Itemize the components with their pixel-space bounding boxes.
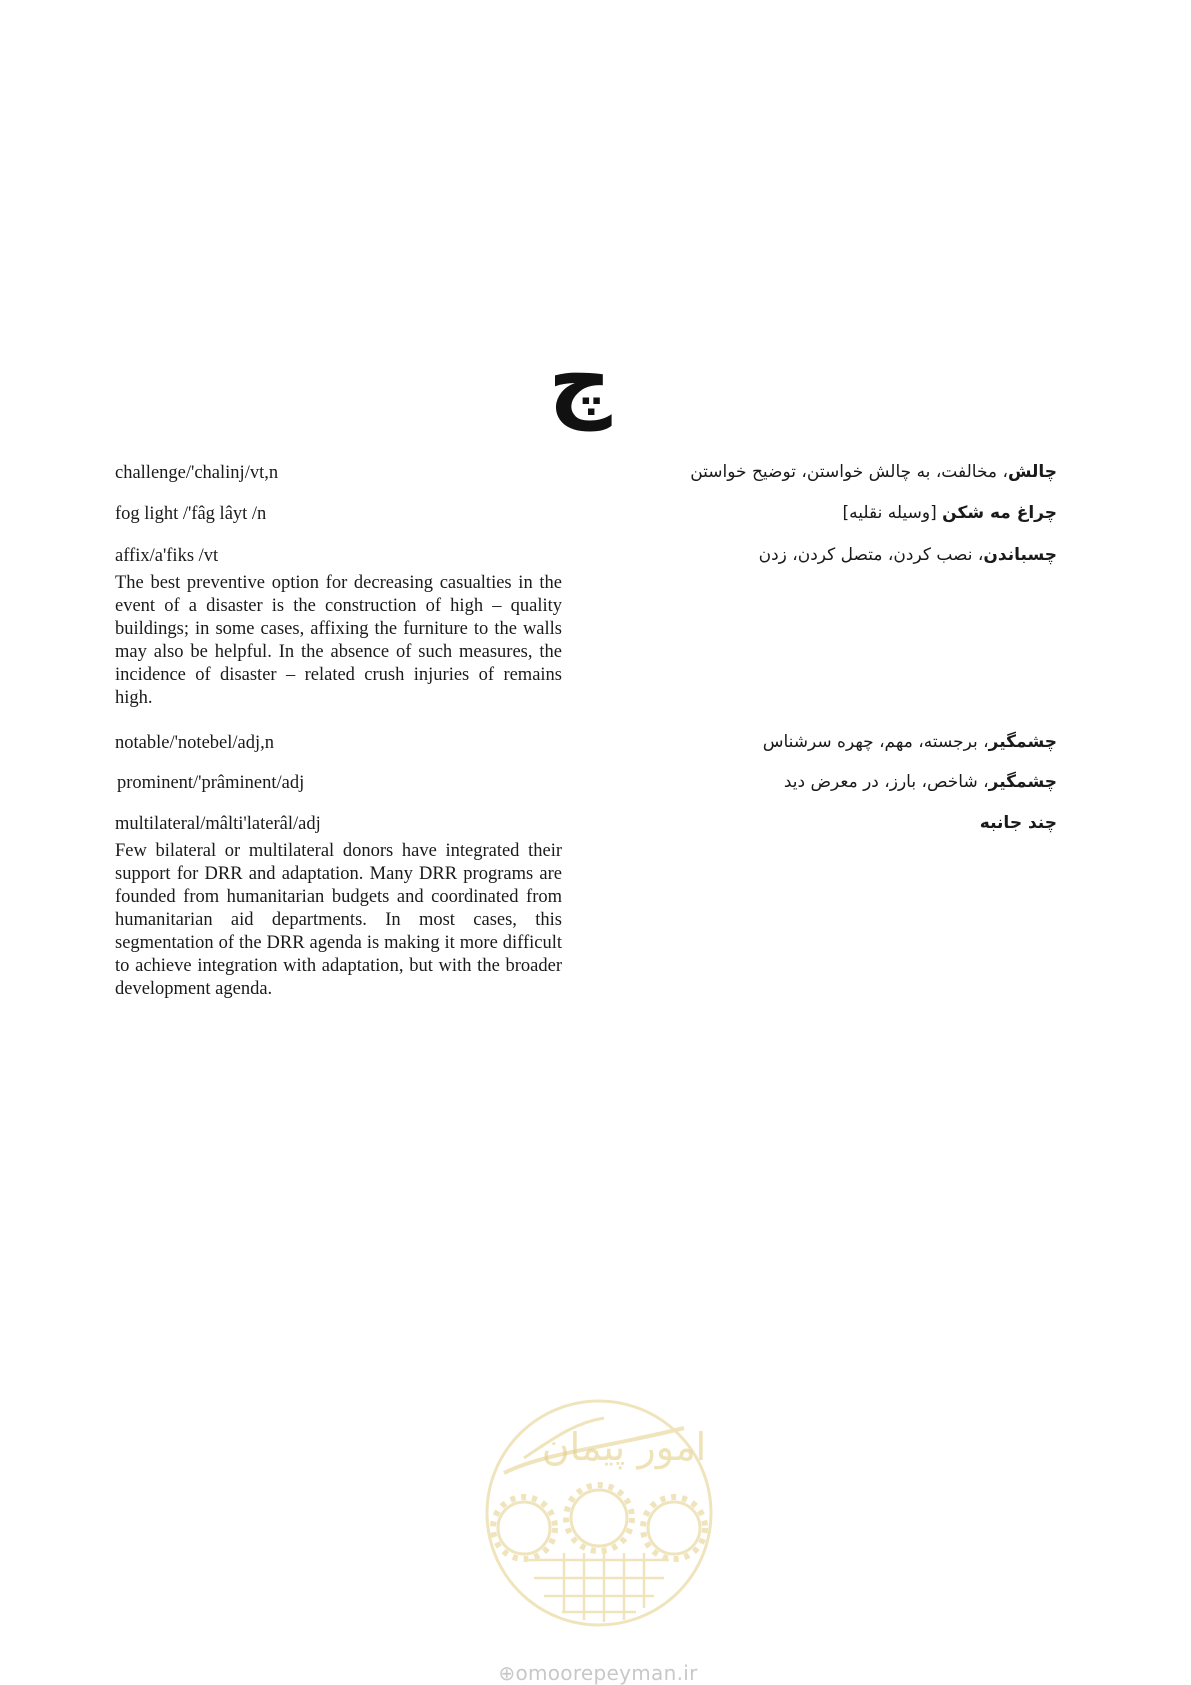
entry-fa-head: چشمگیر [988, 732, 1057, 752]
section-letter: چ [548, 328, 612, 431]
entry-fa-head: چالش [1007, 462, 1057, 482]
entry-fa-rest: ، شاخص، بارز، در معرض دید [783, 772, 989, 792]
entry-fa-challenge [557, 460, 1057, 484]
watermark-site-text: omoorepeyman.ir [515, 1661, 698, 1685]
watermark-logo-text: امور پیمان [541, 1425, 707, 1469]
entry-fa-prominent [557, 770, 1057, 794]
entry-en-multilateral: multilateral/mâlti'laterâl/adj [115, 814, 321, 834]
entry-fa-rest: ، برجسته، مهم، چهره سرشناس [762, 732, 989, 752]
entry-en-fog-light: fog light /'fâg lâyt /n [115, 504, 267, 524]
entry-en-affix: affix/a'fiks /vt [115, 546, 219, 566]
entry-fa-rest: ، نصب کردن، متصل کردن، زدن [758, 545, 984, 565]
entry-fa-rest: ، مخالفت، به چالش خواستن، توضیح خواستن [690, 462, 1008, 482]
entry-en-challenge: challenge/'chalinj/vt,n [115, 463, 279, 483]
watermark-logo [484, 1398, 714, 1628]
globe-icon: ⊕ [498, 1661, 516, 1685]
entry-fa-notable [557, 730, 1057, 754]
example-paragraph-affix: The best preventive option for decreasing casualties in the event of a disaster is the construction of high – quality buildings; in some cases, affixing the furniture to the walls may also be helpful. In the absence of such measures, the incidence of disaster – related crush injuries of remains high. [115, 573, 562, 708]
entry-fa-multilateral [557, 811, 1057, 835]
entry-fa-head: چند جانبه [979, 813, 1057, 833]
entry-en-notable: notable/'notebel/adj,n [115, 733, 274, 753]
entry-fa-affix [557, 543, 1057, 567]
entry-fa-head: چراغ مه شکن [942, 503, 1057, 523]
example-paragraph-multilateral: Few bilateral or multilateral donors have integrated their support for DRR and adaptation. Many DRR programs are founded from humanitarian budgets and coordinated from humanitarian aid departments. In most cases, this segmentation of the DRR agenda is making it more difficult to achieve integration with adaptation, but with the broader development agenda. [115, 841, 562, 999]
entry-fa-head: چسباندن [983, 545, 1057, 565]
entry-fa-rest: [وسیله نقلیه] [842, 503, 943, 523]
watermark-site [488, 1662, 708, 1684]
entry-en-prominent: prominent/'prâminent/adj [117, 773, 305, 793]
entry-fa-head: چشمگیر [988, 772, 1057, 792]
entry-fa-fog-light [557, 501, 1057, 525]
